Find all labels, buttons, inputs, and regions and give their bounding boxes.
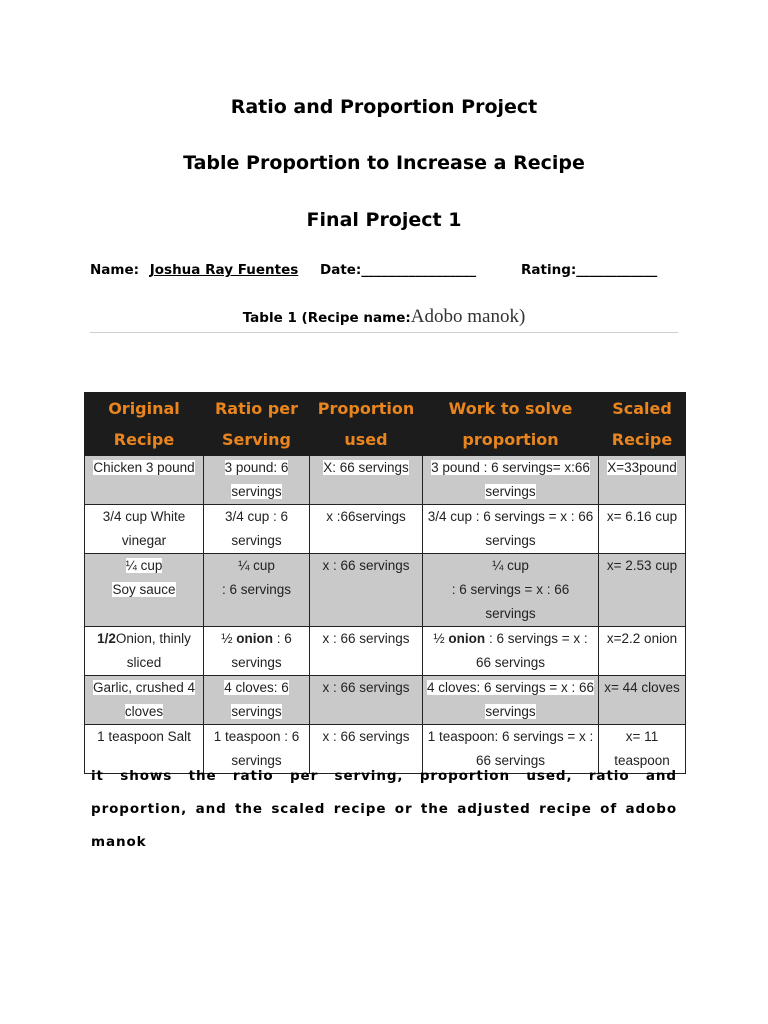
document-title: Ratio and Proportion Project: [230, 96, 538, 118]
header-original-recipe: Original Recipe: [85, 393, 204, 456]
header-ratio-per-serving: Ratio per Serving: [204, 393, 310, 456]
cell-scaled: x= 2.53 cup: [599, 554, 686, 627]
table-caption-prefix: Table 1 (Recipe name:: [242, 310, 411, 326]
cell-ratio: 1 teaspoon : 6 servings: [204, 725, 310, 774]
summary-paragraph: it shows the ratio per serving, proportion used, ratio and proportion, and the scaled recipe or the adjusted recipe of adobo manok: [91, 768, 677, 850]
header-proportion-used: Proportion used: [310, 393, 423, 456]
table-header-row: [85, 393, 686, 456]
table-row: [85, 627, 686, 676]
cell-ratio: 3/4 cup : 6 servings: [204, 505, 310, 554]
cell-ratio: ¼ cup : 6 servings: [204, 554, 310, 627]
table-row: [85, 676, 686, 725]
name-value: Joshua Ray Fuentes: [149, 262, 299, 278]
cell-work: 3/4 cup : 6 servings = x : 66 servings: [423, 505, 599, 554]
cell-scaled: X=33pound: [599, 456, 686, 505]
cell-proportion: x : 66 servings: [310, 676, 423, 725]
cell-work: 4 cloves: 6 servings = x : 66 servings: [423, 676, 599, 725]
cell-work: ¼ cup : 6 servings = x : 66 servings: [423, 554, 599, 627]
recipe-name: Adobo manok): [410, 306, 526, 327]
cell-work: 1 teaspoon: 6 servings = x : 66 servings: [423, 725, 599, 774]
table-row: [85, 505, 686, 554]
cell-original-recipe: ¼ cup Soy sauce: [85, 554, 204, 627]
header-work-to-solve: Work to solve proportion: [423, 393, 599, 456]
cell-work: 3 pound : 6 servings= x:66 servings: [423, 456, 599, 505]
rating-field: Rating:____________: [521, 262, 658, 278]
cell-original-recipe: 1 teaspoon Salt: [85, 725, 204, 774]
header-scaled-recipe: Scaled Recipe: [599, 393, 686, 456]
date-field: Date:_________________: [320, 262, 477, 278]
cell-proportion: X: 66 servings: [310, 456, 423, 505]
name-field: [90, 262, 298, 278]
cell-proportion: x :66servings: [310, 505, 423, 554]
cell-original-recipe: Garlic, crushed 4 cloves: [85, 676, 204, 725]
cell-original-recipe: Chicken 3 pound: [85, 456, 204, 505]
cell-work: ½ onion : 6 servings = x : 66 servings: [423, 627, 599, 676]
divider-line: [90, 332, 678, 333]
cell-original-recipe: 3/4 cup White vinegar: [85, 505, 204, 554]
table-caption: [0, 306, 768, 328]
cell-scaled: x= 6.16 cup: [599, 505, 686, 554]
cell-scaled: x=2.2 onion: [599, 627, 686, 676]
recipe-table: [84, 392, 686, 774]
cell-proportion: x : 66 servings: [310, 627, 423, 676]
project-label: Final Project 1: [306, 209, 462, 231]
document-subtitle: Table Proportion to Increase a Recipe: [183, 152, 585, 174]
cell-ratio: 4 cloves: 6 servings: [204, 676, 310, 725]
cell-ratio: ½ onion : 6 servings: [204, 627, 310, 676]
cell-scaled: x= 11 teaspoon: [599, 725, 686, 774]
name-label: Name:: [90, 262, 140, 278]
cell-ratio: 3 pound: 6 servings: [204, 456, 310, 505]
cell-scaled: x= 44 cloves: [599, 676, 686, 725]
table-row: [85, 554, 686, 627]
cell-original-recipe: 1/2Onion, thinly sliced: [85, 627, 204, 676]
cell-proportion: x : 66 servings: [310, 554, 423, 627]
table-row: [85, 456, 686, 505]
cell-proportion: x : 66 servings: [310, 725, 423, 774]
